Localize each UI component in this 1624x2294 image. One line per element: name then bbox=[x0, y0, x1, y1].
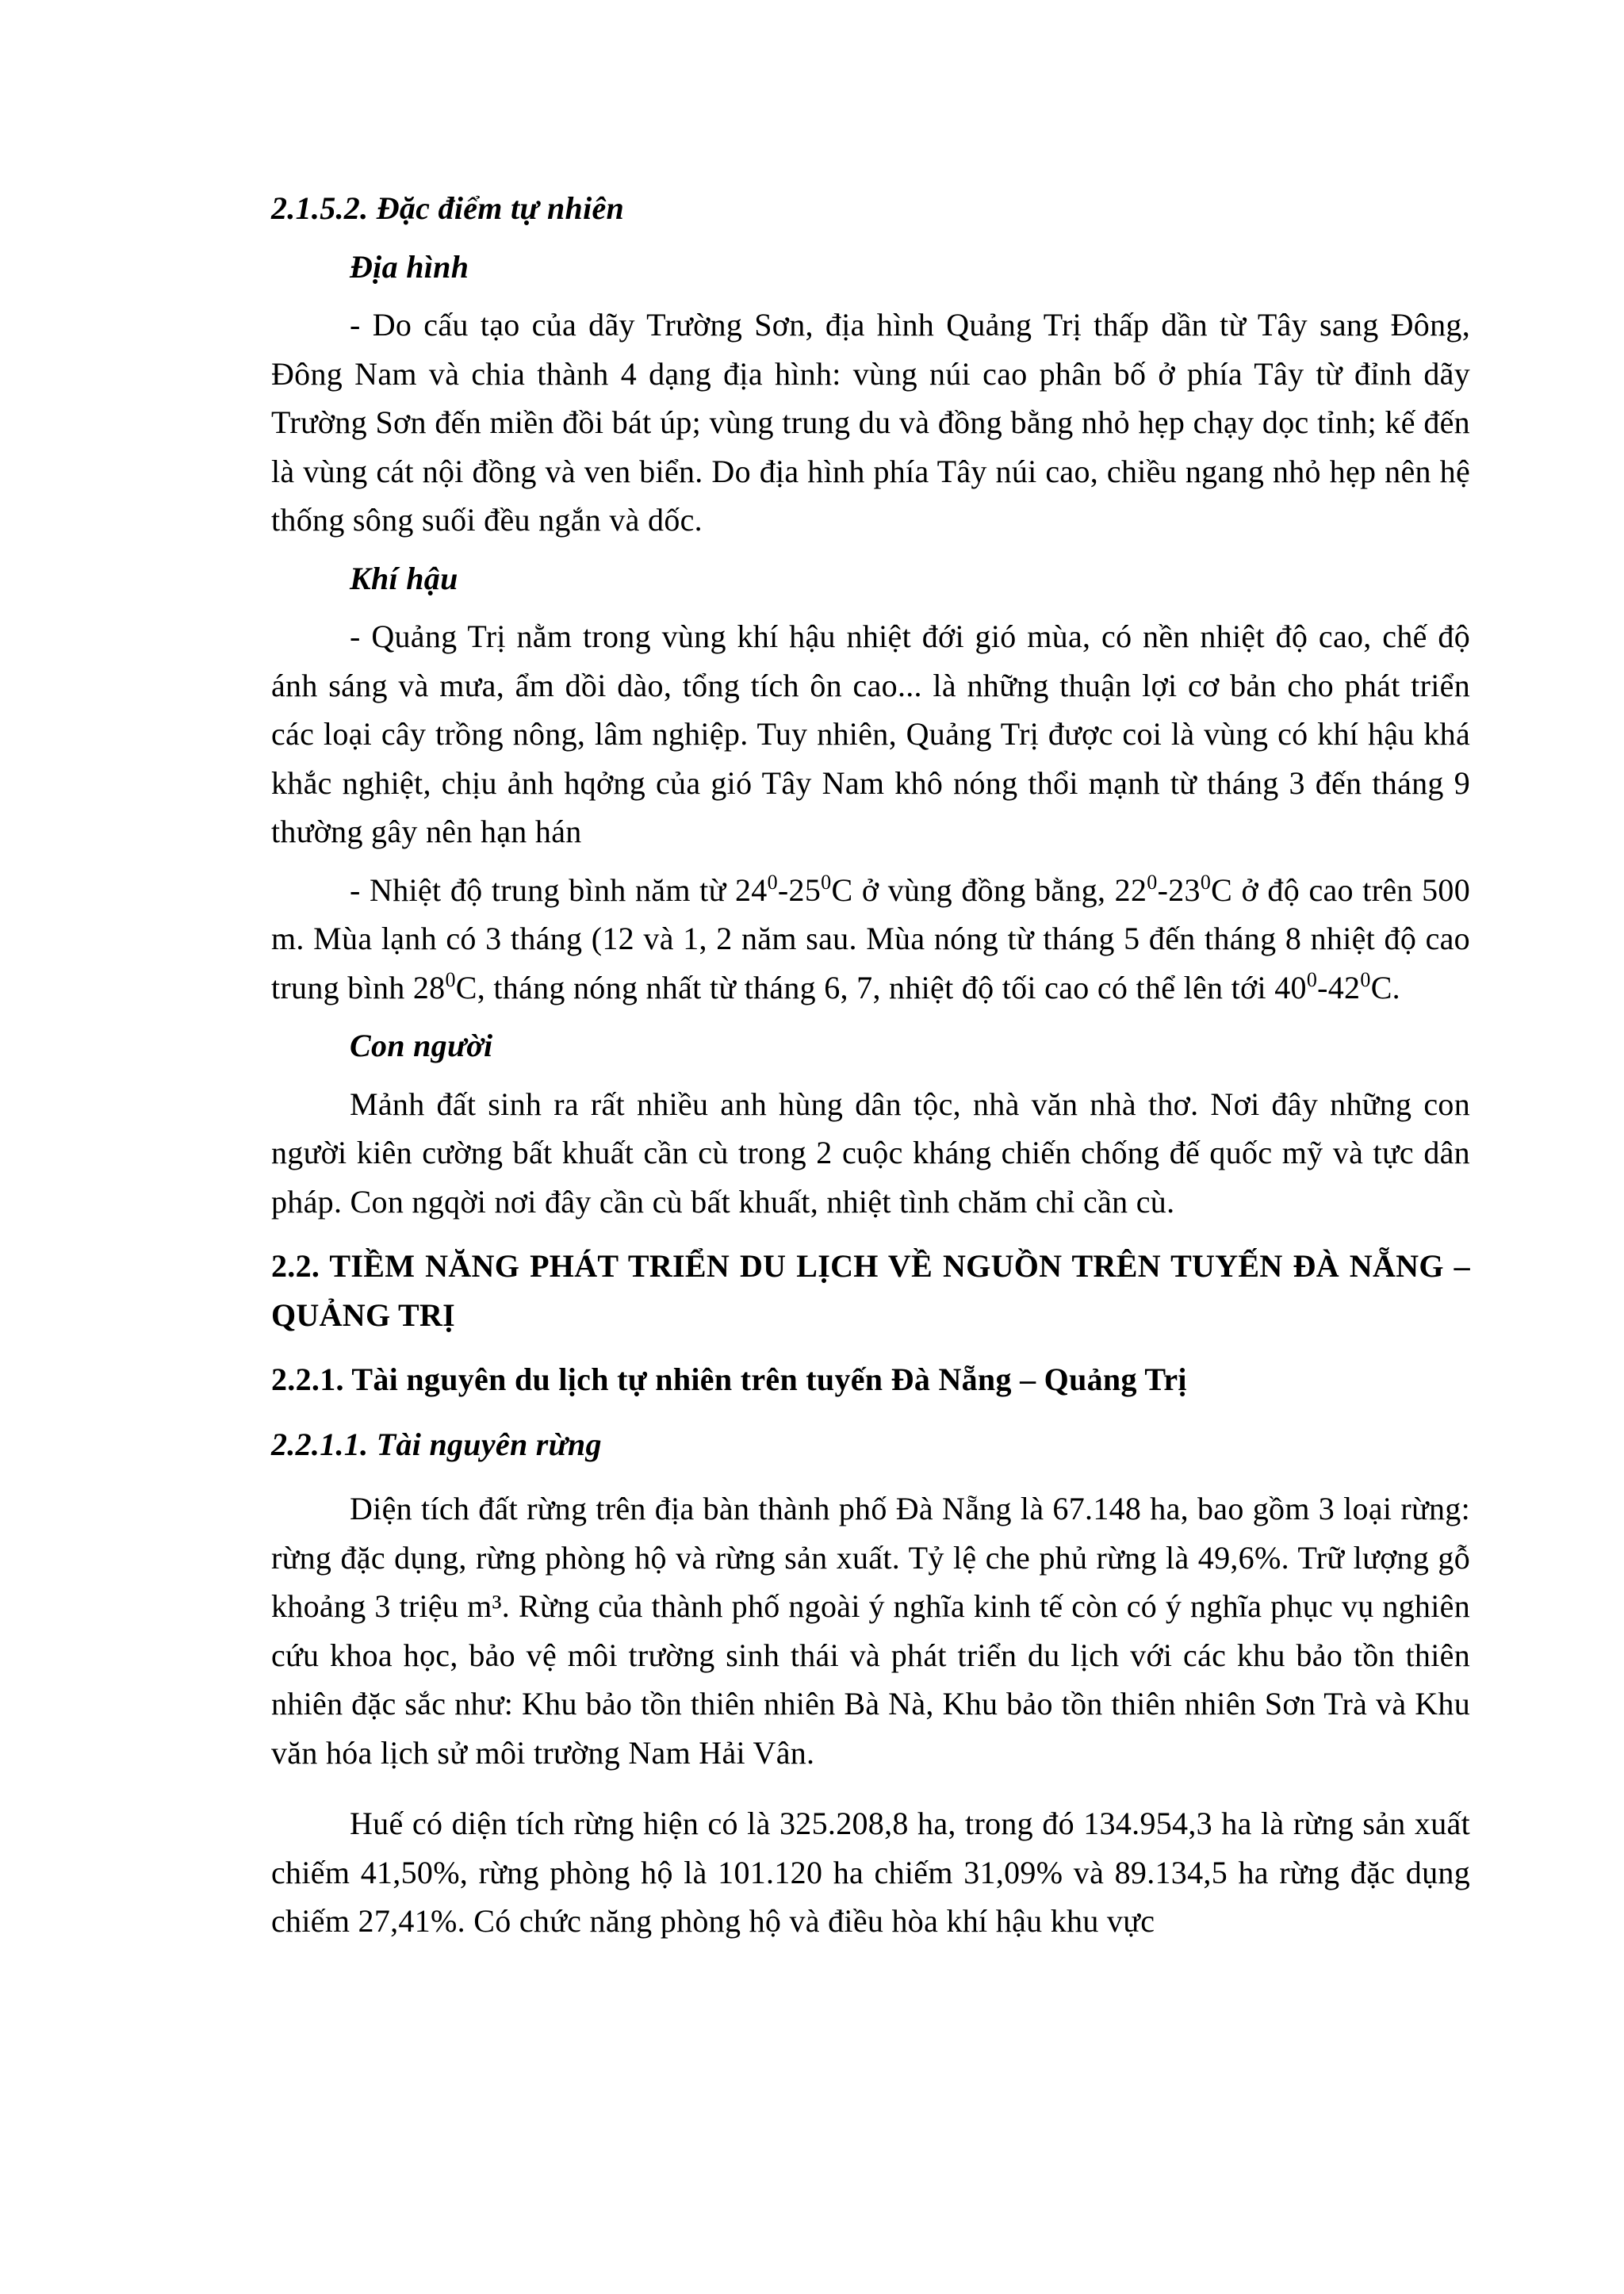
superscript-degree: 0 bbox=[1360, 967, 1371, 991]
subheading-con-nguoi: Con người bbox=[350, 1028, 493, 1063]
text-run: -23 bbox=[1157, 871, 1201, 908]
paragraph-khi-hau-2 bbox=[271, 866, 1470, 1013]
superscript-degree: 0 bbox=[767, 870, 778, 894]
section-heading-2-2: 2.2. TIỀM NĂNG PHÁT TRIỂN DU LỊCH VỀ NGUỒN TRÊN TUYẾN ĐÀ NẴNG – QUẢNG TRỊ bbox=[271, 1248, 1470, 1333]
superscript-degree: 0 bbox=[1306, 967, 1318, 991]
text-run: -42 bbox=[1317, 969, 1361, 1005]
paragraph-khi-hau-1: - Quảng Trị nằm trong vùng khí hậu nhiệt đới gió mùa, có nền nhiệt độ cao, chế độ ánh sáng và mưa, ẩm dồi dào, tổng tích ôn cao... là những thuận lợi cơ bản cho phát triển các loại cây trồng nông, lâm nghiệp. Tuy nhiên, Quảng Trị được coi là vùng có khí hậu khá khắc nghiệt, chịu ảnh hqởng của gió Tây Nam khô nóng thổi mạnh từ tháng 3 đến tháng 9 thường gây nên hạn hán bbox=[271, 618, 1470, 849]
paragraph-con-nguoi: Mảnh đất sinh ra rất nhiều anh hùng dân tộc, nhà văn nhà thơ. Nơi đây những con người kiên cường bất khuất cần cù trong 2 cuộc kháng chiến chống đế quốc mỹ và tực dân pháp. Con ngqời nơi đây cần cù bất khuất, nhiệt tình chăm chỉ cần cù. bbox=[271, 1086, 1470, 1220]
section-heading-2-2-1-1: 2.2.1.1. Tài nguyên rừng bbox=[271, 1426, 602, 1462]
superscript-degree: 0 bbox=[821, 870, 832, 894]
subheading-dia-hinh: Địa hình bbox=[350, 248, 469, 285]
superscript-degree: 0 bbox=[445, 967, 456, 991]
subheading-khi-hau: Khí hậu bbox=[350, 560, 458, 596]
text-run: C. bbox=[1370, 969, 1400, 1005]
text-run: C ở vùng đồng bằng, 22 bbox=[831, 871, 1147, 908]
document-page bbox=[271, 184, 1470, 1946]
text-run: C ở độ cao trên 500 m. Mùa lạnh có 3 tháng (12 và 1, 2 năm sau. Mùa nóng từ tháng 5 đến tháng 8 nhiệt độ cao trung bình 28 bbox=[271, 871, 1471, 1005]
paragraph-dia-hinh: - Do cấu tạo của dãy Trường Sơn, địa hình Quảng Trị thấp dần từ Tây sang Đông, Đông Nam và chia thành 4 dạng địa hình: vùng núi cao phân bố ở phía Tây từ đỉnh dãy Trường Sơn đến miền đồi bát úp; vùng trung du và đồng bằng nhỏ hẹp chạy dọc tỉnh; kế đến là vùng cát nội đồng và ven biển. Do địa hình phía Tây núi cao, chiều ngang nhỏ hẹp nên hệ thống sông suối đều ngắn và dốc. bbox=[271, 307, 1470, 538]
text-run: -25 bbox=[777, 871, 822, 908]
section-heading-2-2-1: 2.2.1. Tài nguyên du lịch tự nhiên trên tuyến Đà Nẵng – Quảng Trị bbox=[271, 1361, 1187, 1397]
section-heading-2-1-5-2: 2.1.5.2. Đặc điểm tự nhiên bbox=[271, 190, 625, 226]
superscript-degree: 0 bbox=[1147, 870, 1158, 894]
superscript-degree: 0 bbox=[1200, 870, 1212, 894]
paragraph-rung-hue: Huế có diện tích rừng hiện có là 325.208,8 ha, trong đó 134.954,3 ha là rừng sản xuất chiếm 41,50%, rừng phòng hộ là 101.120 ha chiếm 31,09% và 89.134,5 ha rừng đặc dụng chiếm 27,41%. Có chức năng phòng hộ và điều hòa khí hậu khu vực bbox=[271, 1806, 1470, 1939]
paragraph-rung-da-nang: Diện tích đất rừng trên địa bàn thành phố Đà Nẵng là 67.148 ha, bao gồm 3 loại rừng: rừng đặc dụng, rừng phòng hộ và rừng sản xuất. Tỷ lệ che phủ rừng là 49,6%. Trữ lượng gỗ khoảng 3 triệu m³. Rừng của thành phố ngoài ý nghĩa kinh tế còn có ý nghĩa phục vụ nghiên cứu khoa học, bảo vệ môi trường sinh thái và phát triển du lịch với các khu bảo tồn thiên nhiên đặc sắc như: Khu bảo tồn thiên nhiên Bà Nà, Khu bảo tồn thiên nhiên Sơn Trà và Khu văn hóa lịch sử môi trường Nam Hải Vân. bbox=[271, 1491, 1470, 1771]
text-run: - Nhiệt độ trung bình năm từ 24 bbox=[350, 871, 768, 908]
text-run: C, tháng nóng nhất từ tháng 6, 7, nhiệt độ tối cao có thể lên tới 40 bbox=[455, 969, 1307, 1005]
